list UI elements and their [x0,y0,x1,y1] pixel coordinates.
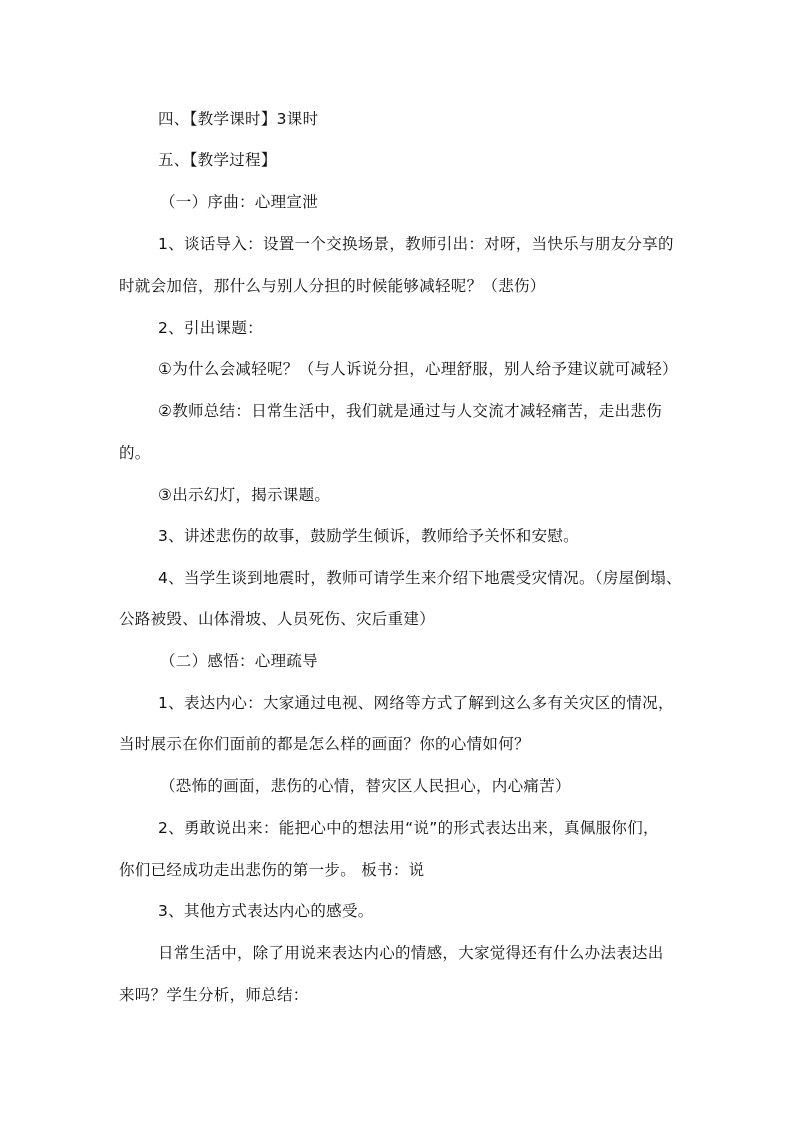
paragraph-line: 1、表达内心：大家通过电视、网络等方式了解到这么多有关灾区的情况， [158,694,674,712]
section-heading-teaching-process: 五、【教学过程】 [158,151,277,169]
subsection-heading-insight: （二）感悟：心理疏导 [160,652,319,670]
paragraph-line: 时就会加倍，那什么与别人分担的时候能够减轻呢？（悲伤） [119,277,546,295]
paragraph-line: 2、引出课题： [158,319,263,337]
paragraph-line: 来吗？学生分析，师总结： [119,986,309,1004]
paragraph-line: 当时展示在你们面前的都是怎么样的画面？你的心情如何？ [119,735,530,753]
section-heading-teaching-hours: 四、【教学课时】3课时 [158,110,319,128]
paragraph-line: 公路被毁、山体滑坡、人员死伤、灾后重建） [119,610,436,628]
paragraph-line: 1、谈话导入：设置一个交换场景，教师引出：对呀，当快乐与朋友分享的 [158,235,674,253]
paragraph-line: ②教师总结：日常生活中，我们就是通过与人交流才减轻痛苦，走出悲伤 [158,402,662,420]
paragraph-line: ①为什么会减轻呢？（与人诉说分担，心理舒服，别人给予建议就可减轻） [158,360,678,378]
paragraph-line: 2、勇敢说出来：能把心中的想法用“说”的形式表达出来，真佩服你们， [158,819,659,837]
paragraph-line: 你们已经成功走出悲伤的第一步。 板书：说 [119,861,425,879]
paragraph-line: 3、其他方式表达内心的感受。 [158,902,374,920]
paragraph-line: 的。 [119,444,151,462]
paragraph-line: （恐怖的画面，悲伤的心情，替灾区人民担心，内心痛苦） [160,777,571,795]
paragraph-line: 3、讲述悲伤的故事，鼓励学生倾诉，教师给予关怀和安慰。 [158,527,579,545]
paragraph-line: ③出示幻灯，揭示课题。 [158,486,331,504]
paragraph-line: 日常生活中，除了用说来表达内心的情感，大家觉得还有什么办法表达出 [158,944,664,962]
subsection-heading-prelude: （一）序曲：心理宣泄 [160,193,319,211]
paragraph-line: 4、当学生谈到地震时，教师可请学生来介绍下地震受灾情况。（房屋倒塌、 [158,569,682,587]
